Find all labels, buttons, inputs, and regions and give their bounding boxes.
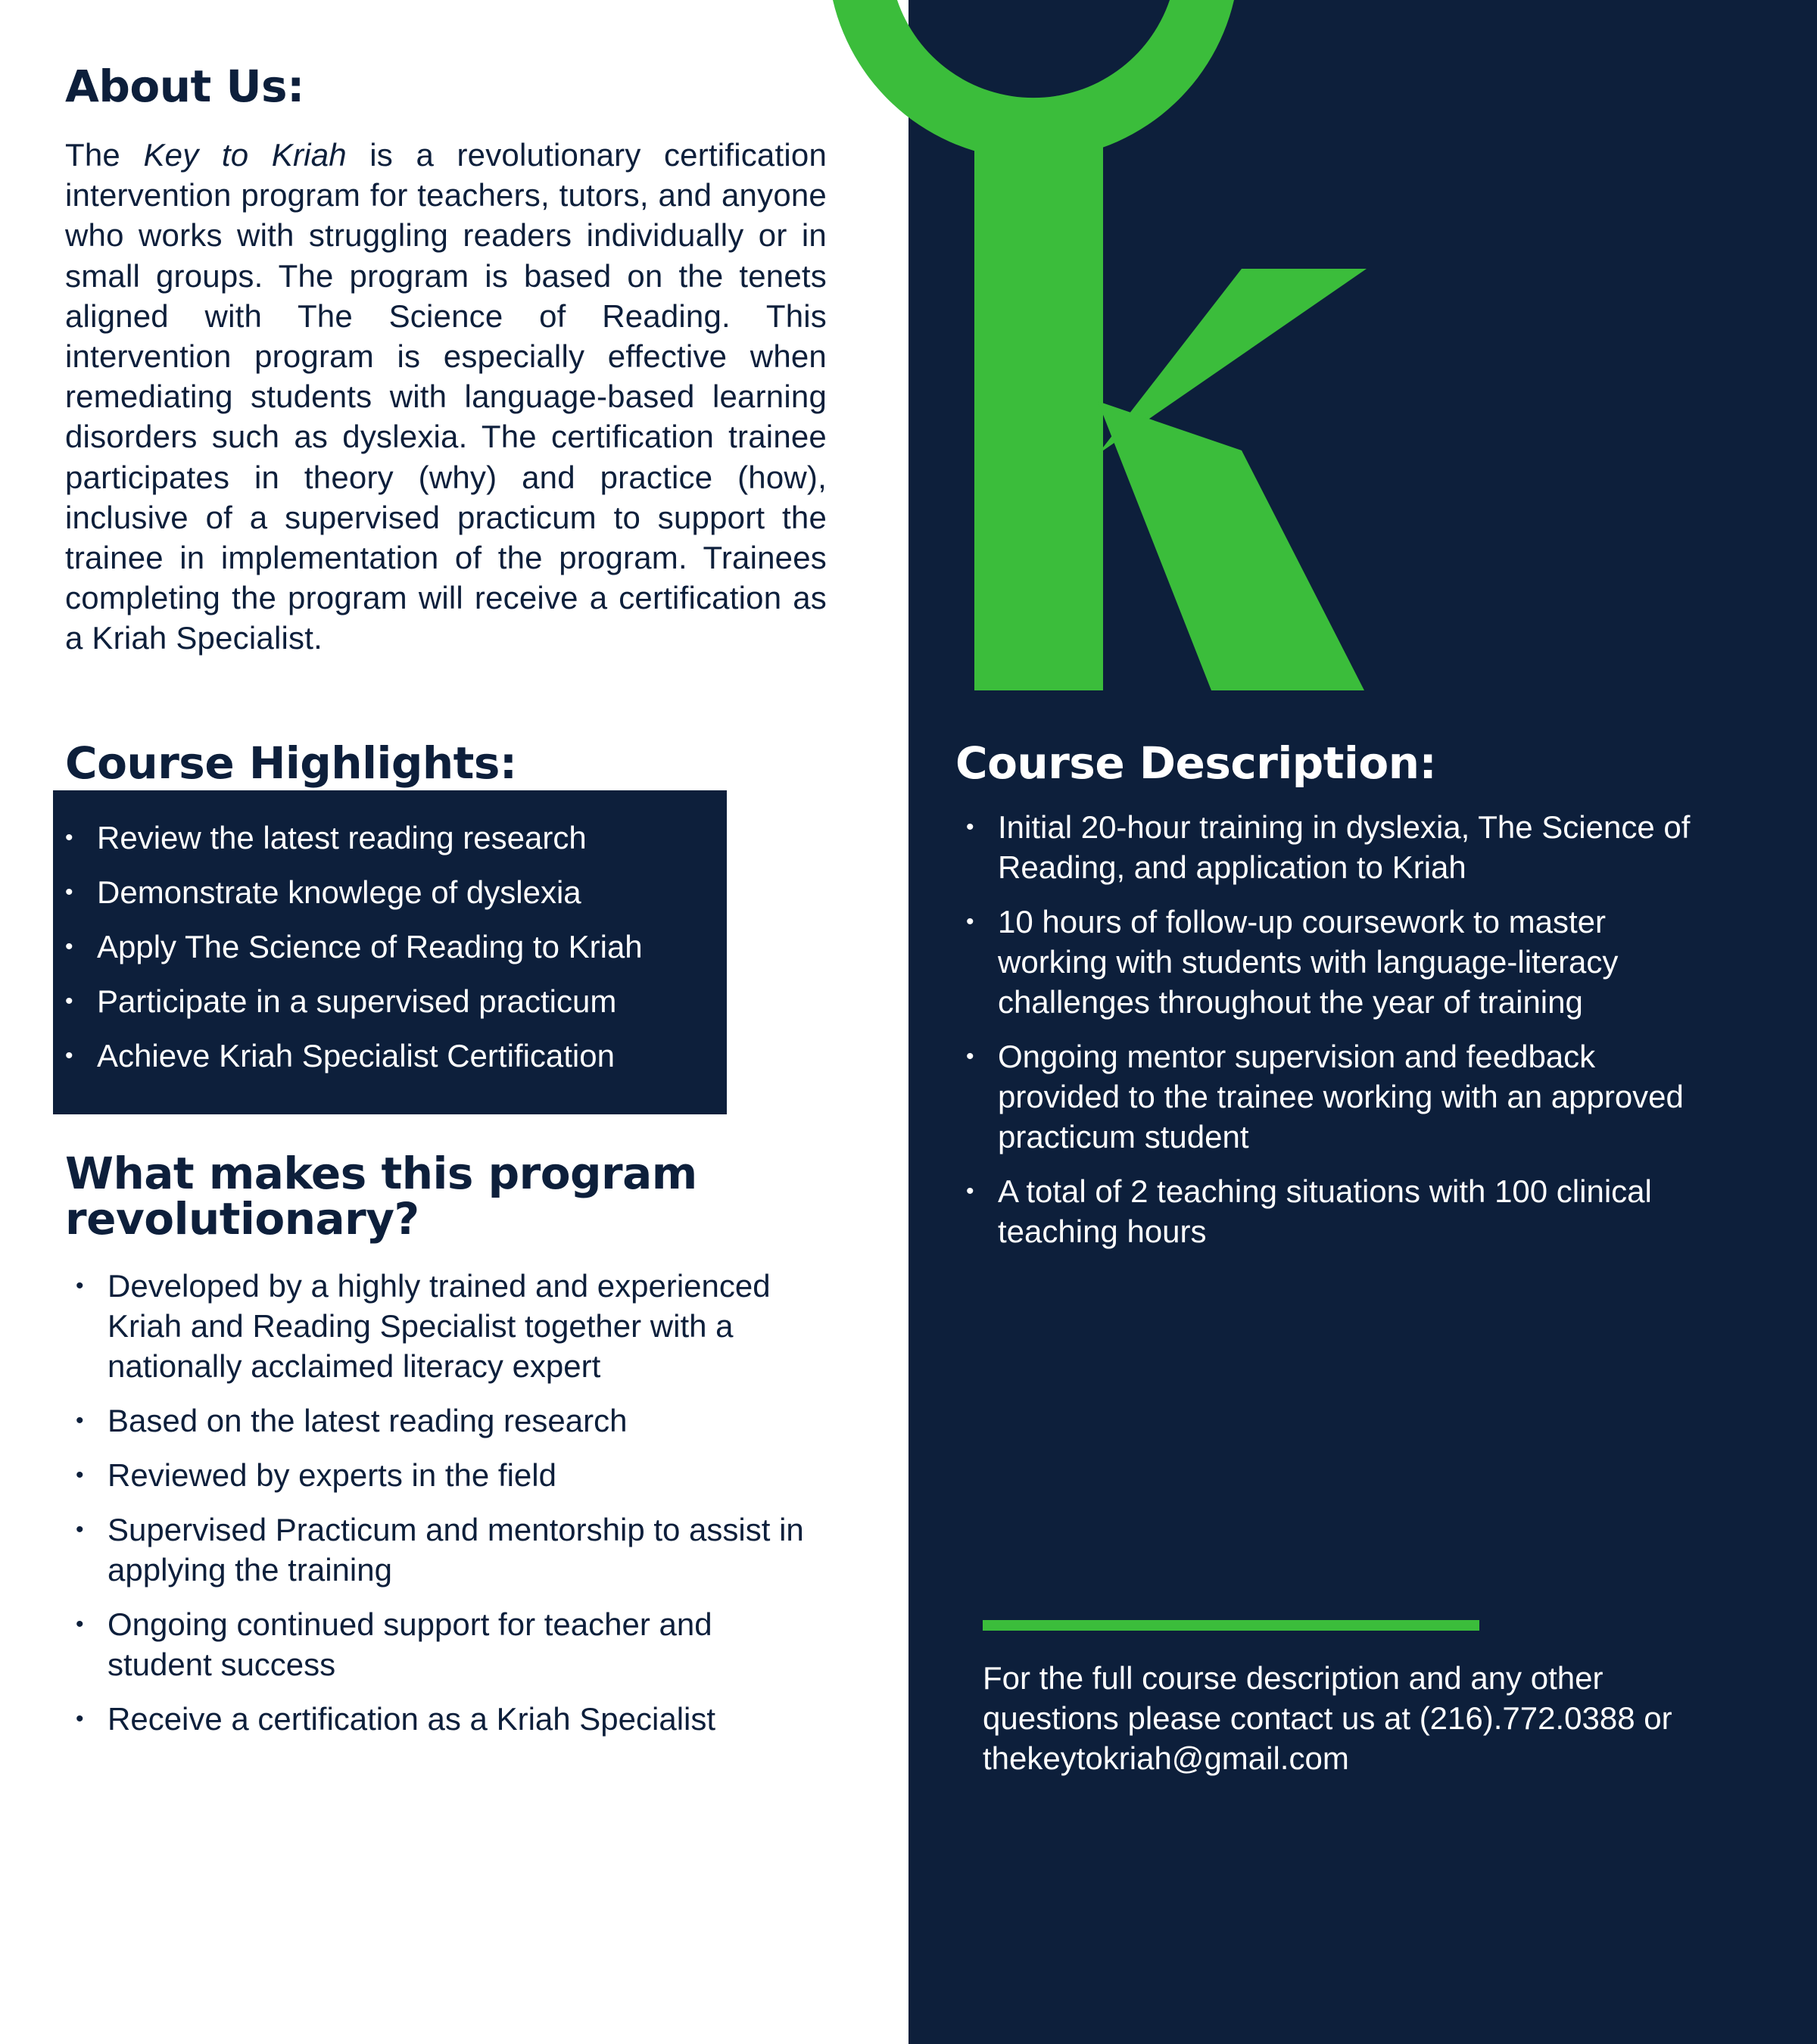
key-logo-icon (818, 0, 1393, 712)
highlights-list (55, 818, 721, 1090)
revolution-item: • Receive a certification as a Kriah Specialist (65, 1699, 822, 1739)
revolution-item: • Supervised Practicum and mentorship to assist in applying the training (65, 1510, 822, 1590)
contact-email[interactable]: thekeytokriah@gmail.com (983, 1740, 1349, 1776)
highlight-item: • Apply The Science of Reading to Kriah (55, 927, 721, 967)
contact-line: For the full course description and any other (983, 1660, 1604, 1696)
revolution-heading: What makes this program revolutionary? (65, 1148, 697, 1245)
green-divider (983, 1620, 1479, 1631)
highlight-item: • Review the latest reading research (55, 818, 721, 858)
revolution-item: • Reviewed by experts in the field (65, 1455, 822, 1495)
highlights-heading: Course Highlights: (65, 737, 517, 789)
highlight-item: • Participate in a supervised practicum (55, 981, 721, 1021)
revolution-list (65, 1266, 822, 1753)
revolution-item: • Ongoing continued support for teacher and student success (65, 1604, 822, 1684)
contact-info (983, 1658, 1740, 1778)
contact-line: questions please contact us at (216).772.0388 or (983, 1700, 1672, 1736)
revolution-item: • Developed by a highly trained and experienced Kriah and Reading Specialist together with a nationally acclaimed literacy expert (65, 1266, 822, 1386)
description-heading: Course Description: (955, 737, 1437, 789)
highlight-item: • Demonstrate knowlege of dyslexia (55, 872, 721, 912)
program-name: Key to Kriah (143, 137, 347, 173)
description-list (955, 807, 1713, 1266)
description-item: • 10 hours of follow-up coursework to master working with students with language-literacy challenges throughout the year of training (955, 902, 1713, 1022)
highlight-item: • Achieve Kriah Specialist Certification (55, 1036, 721, 1076)
about-text-intro: The (65, 137, 120, 173)
description-item: • Ongoing mentor supervision and feedback provided to the trainee working with an approved practicum student (955, 1036, 1713, 1157)
about-paragraph (65, 135, 827, 659)
description-item: • Initial 20-hour training in dyslexia, The Science of Reading, and application to Kriah (955, 807, 1713, 887)
description-item: • A total of 2 teaching situations with 100 clinical teaching hours (955, 1171, 1713, 1251)
about-heading: About Us: (65, 61, 304, 112)
about-text-rest: is a revolutionary certification intervention program for teachers, tutors, and anyone who works with struggling readers individually or in small groups. The program is based on the tenets aligned with The Science of Reading. This intervention program is especially effective when remediating students with language-based learning disorders such as dyslexia. The certification trainee participates in theory (why) and practice (how), inclusive of a supervised practicum to support the trainee in implementation of the program. Trainees completing the program will receive a certification as a Kriah Specialist. (65, 137, 827, 656)
revolution-item: • Based on the latest reading research (65, 1401, 822, 1441)
